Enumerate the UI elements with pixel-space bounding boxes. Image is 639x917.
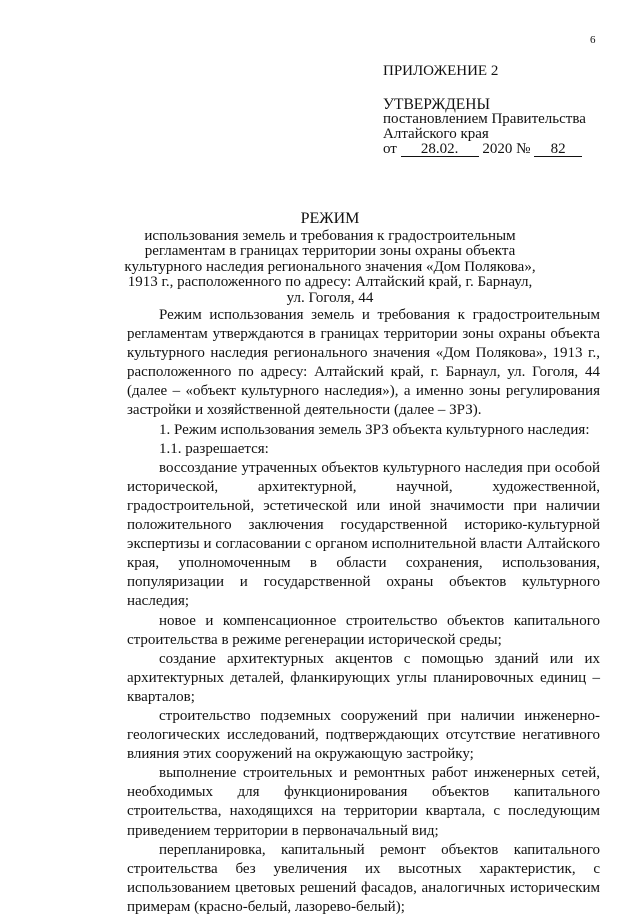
approval-line-1: постановлением Правительства (383, 111, 586, 127)
title-line: культурного наследия регионального значения «Дом Полякова», (124, 258, 536, 275)
approval-line-2: Алтайского края (383, 126, 489, 142)
date-field: 28.02. (401, 142, 479, 157)
appendix-label: ПРИЛОЖЕНИЕ 2 (383, 63, 499, 79)
section-heading: 1. Режим использования земель ЗРЗ объекта культурного наследия: (159, 421, 590, 438)
title-line: регламентам в границах территории зоны охраны объекта (144, 243, 516, 260)
list-item: перепланировка, капитальный ремонт объектов капитального строительства без увеличения их высотных характеристик, с использованием цветовых решений фасадов, аналогичных историческим примерам (красно-белый, лазорево-белый); (127, 841, 600, 915)
list-item: выполнение строительных и ремонтных работ инженерных сетей, необходимых для функционирования объектов капитального строительства, находящихся на территории квартала, с последующим приведением территории в первоначальный вид; (127, 765, 600, 839)
approved-label: УТВЕРЖДЕНЫ (383, 96, 490, 113)
list-item: воссоздание утраченных объектов культурного наследия при особой исторической, архитектурной, научной, художественной, градостроительной, эстетической или иной значимости при наличии положительного заключения государственной историко-культурной экспертизы и согласовании с органом исполнительной власти Алтайского края, уполномоченным в области сохранения, использования, популяризации и государственной охраны объектов культурного наследия; (127, 459, 600, 610)
date-prefix: от (383, 141, 397, 157)
title-line: ул. Гоголя, 44 (286, 289, 374, 306)
list-item: строительство подземных сооружений при наличии инженерно-геологических исследований, подтверждающих отсутствие негативного влияния этих сооружений на окружающую застройку; (127, 707, 600, 763)
subsection-heading: 1.1. разрешается: (159, 440, 269, 457)
title-line: 1913 г., расположенного по адресу: Алтайский край, г. Барнаул, (127, 274, 533, 291)
title-heading: РЕЖИМ (300, 210, 360, 227)
page-number: 6 (590, 34, 596, 46)
title-line: использования земель и требования к градостроительным (144, 227, 516, 244)
intro-paragraph: Режим использования земель и требования к градостроительным регламентам утверждаются в границах территории зоны охраны объекта культурного наследия регионального значения «Дом Полякова», 1913 г., расположенного по адресу: Алтайский край, г. Барнаул, ул. Гоголя, 44 (далее – «объект культурного наследия»), а именно зоны регулирования застройки и хозяйственной деятельности (далее – ЗРЗ). (127, 307, 600, 419)
document-title (110, 211, 550, 307)
number-field: 82 (534, 142, 582, 157)
document-body (127, 306, 600, 917)
list-item: новое и компенсационное строительство объектов капитального строительства в режиме регенерации исторической среды; (127, 612, 600, 648)
approval-date-line (383, 142, 623, 157)
approval-block (383, 64, 623, 157)
list-item: создание архитектурных акцентов с помощью зданий или их архитектурных деталей, фланкирующих углы планировочных единиц – кварталов; (127, 650, 600, 705)
year-label: 2020 № (482, 141, 531, 157)
